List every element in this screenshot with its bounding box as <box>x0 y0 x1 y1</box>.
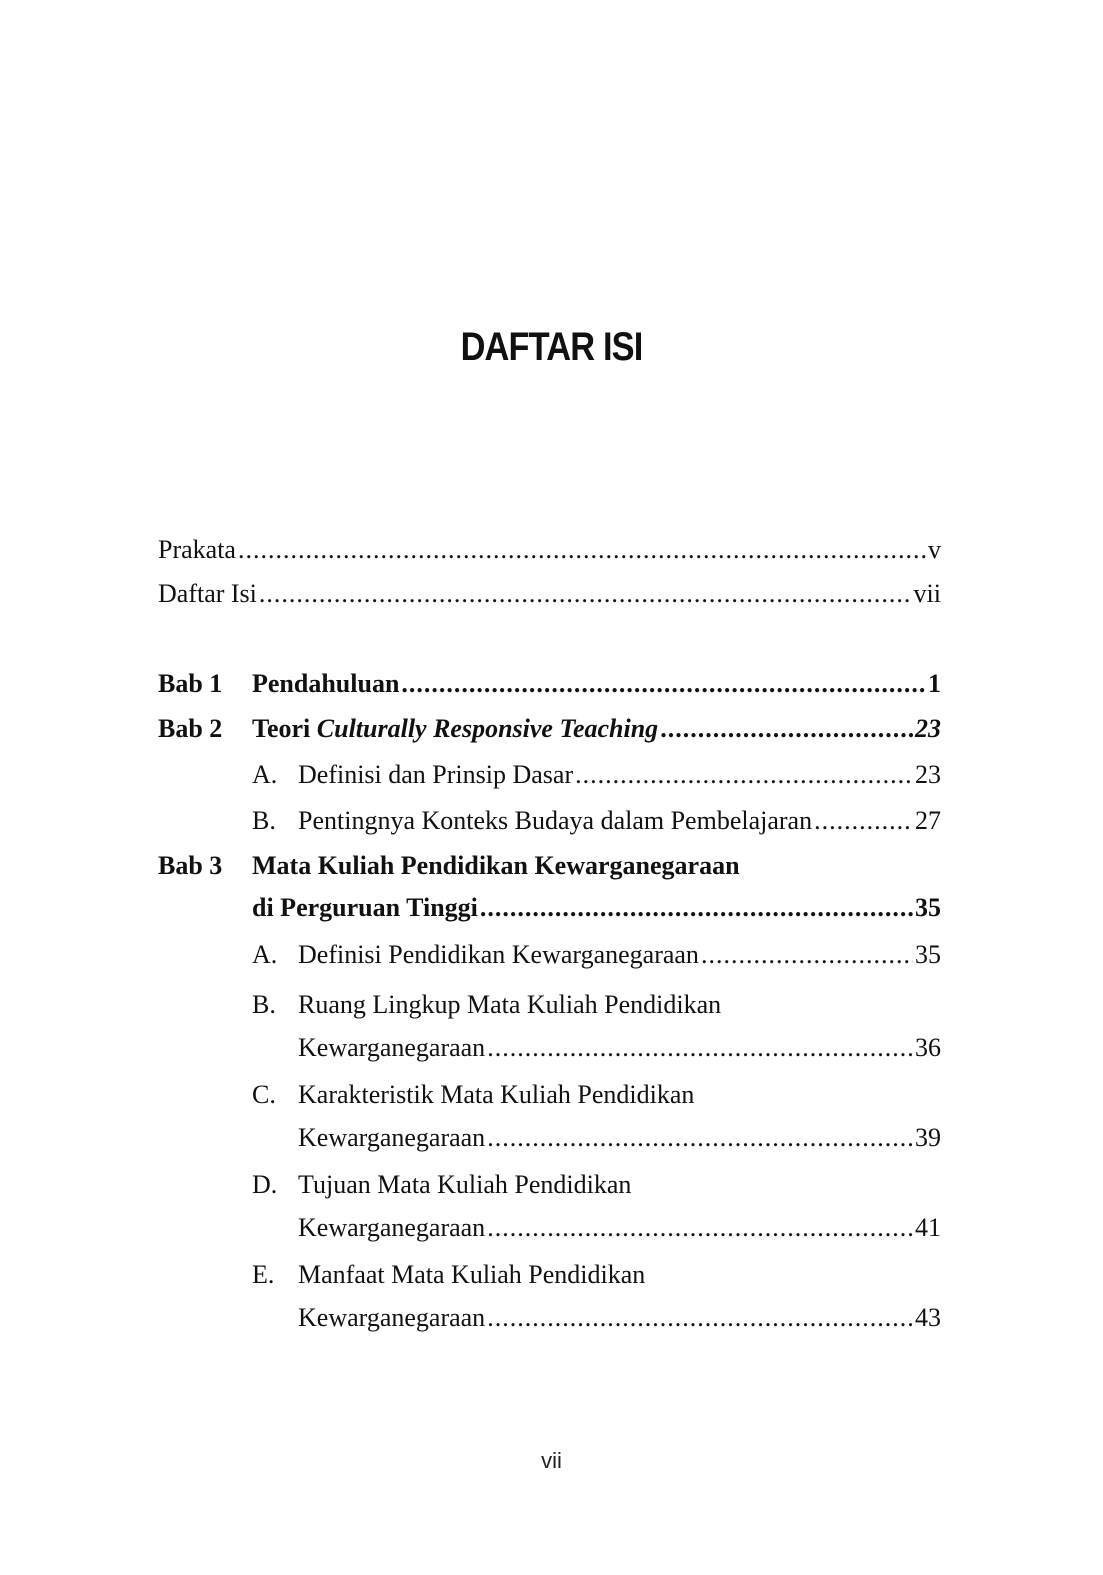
section-letter: C. <box>252 1080 276 1109</box>
dot-leader <box>575 752 913 798</box>
toc-section-3d-cont[interactable] <box>158 1208 941 1248</box>
toc-entry-label: Prakata <box>158 535 236 564</box>
page-title: DAFTAR ISI <box>460 325 643 369</box>
section-title: Definisi Pendidikan Kewarganegaraan <box>298 940 699 969</box>
toc-chapter-1[interactable] <box>158 662 941 706</box>
chapter-title-line-1: Mata Kuliah Pendidikan Kewarganegaraan <box>252 851 740 880</box>
section-letter: D. <box>252 1170 278 1199</box>
dot-leader <box>487 1298 913 1338</box>
toc-page-number: 23 <box>915 714 941 743</box>
toc-section-3b[interactable] <box>158 982 941 1028</box>
section-letter: A. <box>252 760 278 789</box>
toc-page-number: 36 <box>915 1033 941 1062</box>
toc-entry-label: Daftar Isi <box>158 579 257 608</box>
dot-leader <box>238 528 926 572</box>
toc-section-3e-cont[interactable] <box>158 1298 941 1338</box>
toc-page-number: 23 <box>915 760 941 789</box>
section-title-line-2: Kewarganegaraan <box>298 1123 486 1152</box>
dot-leader <box>487 1208 913 1248</box>
section-title-line-1: Ruang Lingkup Mata Kuliah Pendidikan <box>298 990 722 1019</box>
toc-section-3c-cont[interactable] <box>158 1118 941 1158</box>
toc-entry-daftar-isi[interactable] <box>158 572 941 616</box>
toc-section-3b-cont[interactable] <box>158 1028 941 1068</box>
table-of-contents <box>158 528 941 1338</box>
dot-leader <box>487 1118 913 1158</box>
chapter-number: Bab 1 <box>158 669 223 698</box>
section-title-line-2: Kewarganegaraan <box>298 1213 486 1242</box>
dot-leader <box>259 572 912 616</box>
section-letter: A. <box>252 940 278 969</box>
dot-leader <box>401 662 926 706</box>
chapter-number: Bab 3 <box>158 851 223 880</box>
section-letter: E. <box>252 1260 275 1289</box>
toc-page-number: 1 <box>928 669 941 698</box>
toc-page-number: 35 <box>915 940 941 969</box>
section-letter: B. <box>252 806 276 835</box>
dot-leader <box>487 1028 913 1068</box>
toc-page-number: v <box>928 535 941 564</box>
section-letter: B. <box>252 990 276 1019</box>
dot-leader <box>660 706 913 752</box>
chapter-title-italic: Culturally Responsive Teaching <box>316 714 659 743</box>
toc-section-3d[interactable] <box>158 1162 941 1208</box>
toc-chapter-2[interactable] <box>158 706 941 752</box>
toc-section-2a[interactable] <box>158 752 941 798</box>
toc-page-number: 39 <box>915 1123 941 1152</box>
toc-page-number: 41 <box>915 1213 941 1242</box>
section-title: Pentingnya Konteks Budaya dalam Pembelajaran <box>298 806 813 835</box>
footer-page-number: vii <box>541 1448 562 1473</box>
section-title-line-1: Tujuan Mata Kuliah Pendidikan <box>298 1170 632 1199</box>
section-title-line-2: Kewarganegaraan <box>298 1033 486 1062</box>
dot-leader <box>814 798 913 844</box>
chapter-title: Pendahuluan <box>252 669 400 698</box>
toc-page-number: 43 <box>915 1303 941 1332</box>
toc-chapter-3[interactable] <box>158 844 941 888</box>
chapter-title: Teori Culturally Responsive Teaching <box>252 714 659 743</box>
dot-leader <box>480 888 913 928</box>
toc-page-number: vii <box>913 579 941 608</box>
toc-section-3c[interactable] <box>158 1072 941 1118</box>
section-title-line-1: Manfaat Mata Kuliah Pendidikan <box>298 1260 646 1289</box>
chapter-title-line-2: di Perguruan Tinggi <box>252 893 478 922</box>
toc-section-3e[interactable] <box>158 1252 941 1298</box>
toc-section-2b[interactable] <box>158 798 941 844</box>
dot-leader <box>701 932 913 978</box>
toc-page-number: 35 <box>915 893 941 922</box>
section-title: Definisi dan Prinsip Dasar <box>298 760 574 789</box>
section-title-line-1: Karakteristik Mata Kuliah Pendidikan <box>298 1080 695 1109</box>
toc-section-3a[interactable] <box>158 932 941 978</box>
chapter-number: Bab 2 <box>158 714 223 743</box>
toc-entry-prakata[interactable] <box>158 528 941 572</box>
toc-page-number: 27 <box>915 806 941 835</box>
toc-chapter-3-cont[interactable] <box>158 888 941 928</box>
section-title-line-2: Kewarganegaraan <box>298 1303 486 1332</box>
